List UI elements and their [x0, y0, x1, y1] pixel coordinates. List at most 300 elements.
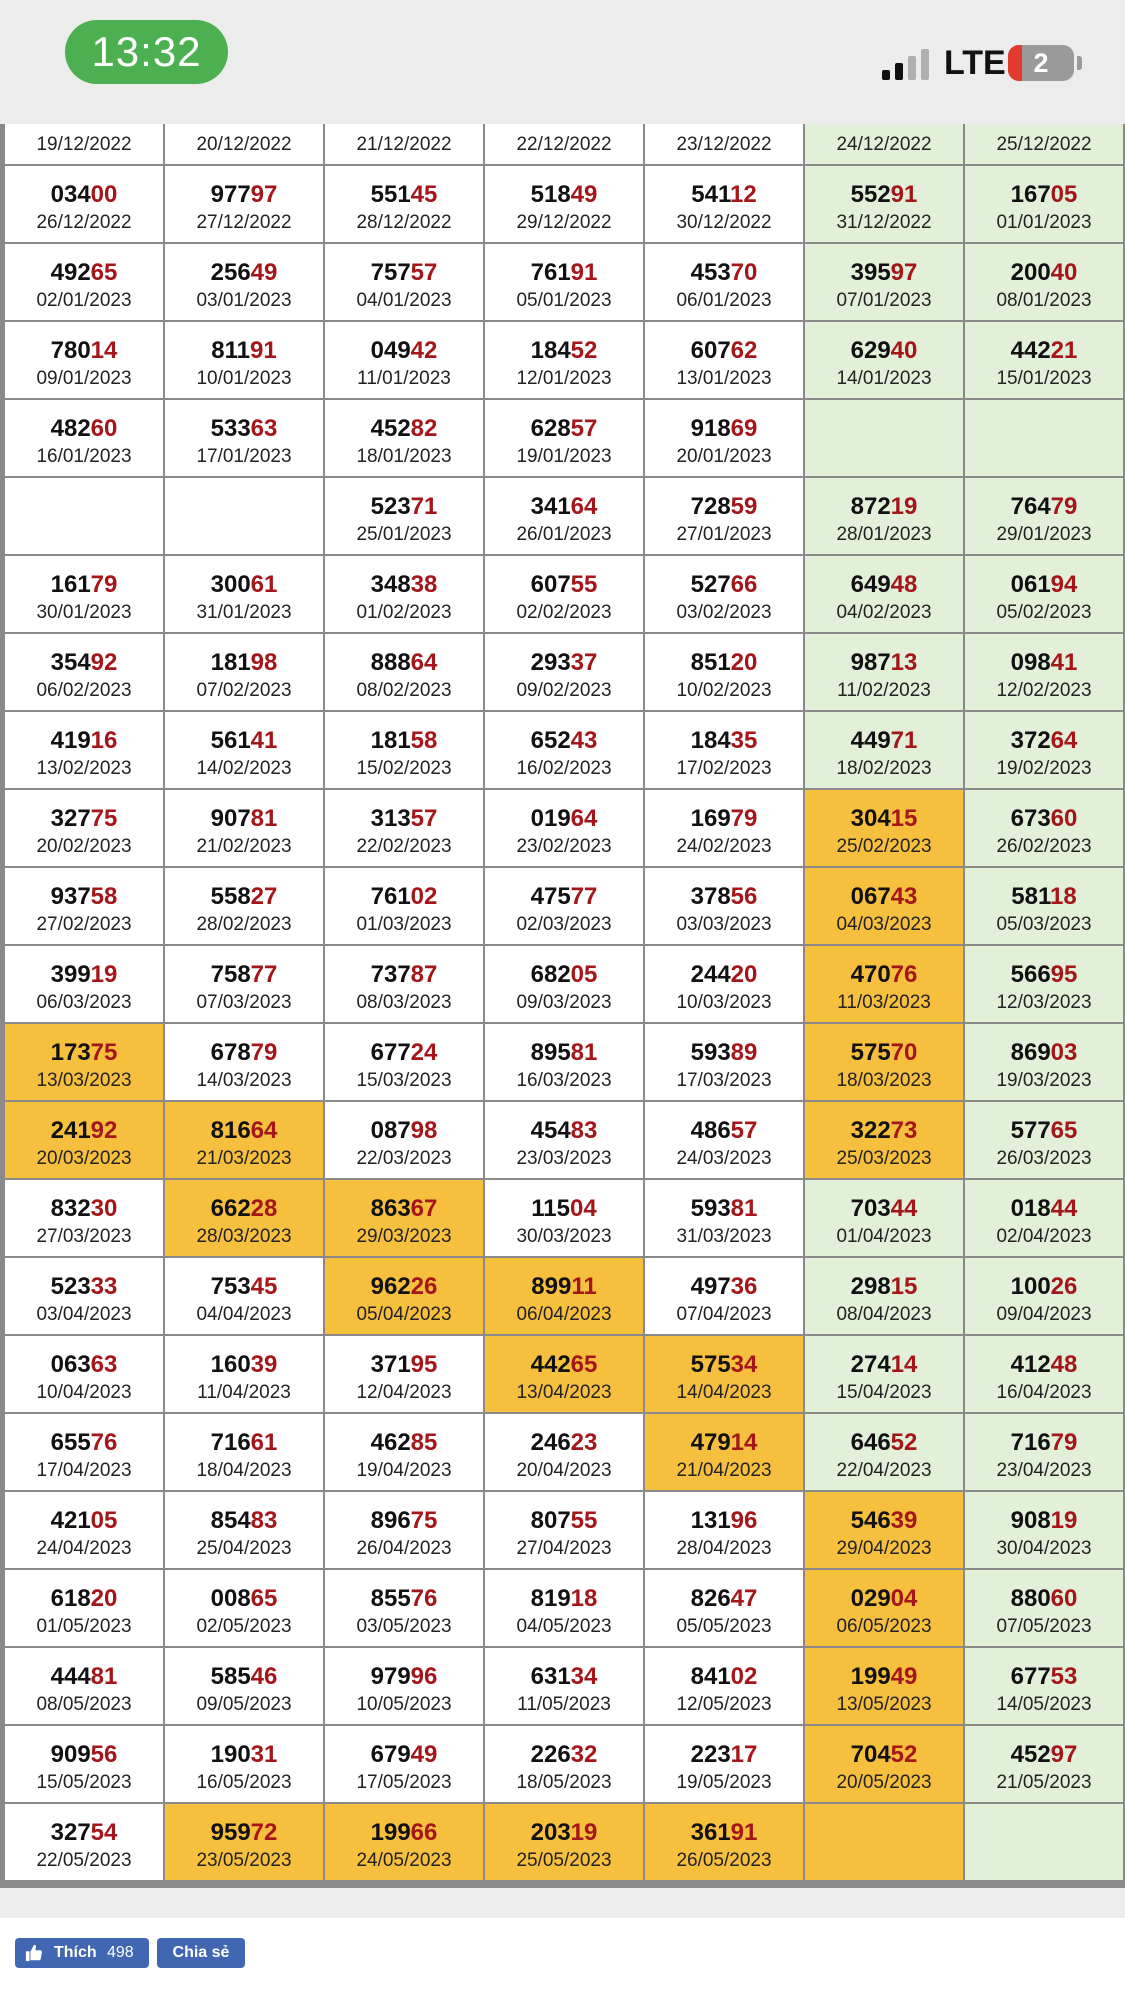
- result-cell: [165, 712, 323, 788]
- result-number: [805, 124, 963, 132]
- result-number-suffix: 81: [730, 1195, 758, 1222]
- result-number: [325, 166, 483, 210]
- result-number-prefix: 313: [370, 805, 411, 832]
- result-cell: [5, 1024, 163, 1100]
- result-date: 25/02/2023: [836, 836, 932, 857]
- result-number-prefix: 200: [1010, 259, 1051, 286]
- result-number: [5, 1492, 163, 1536]
- result-date: 28/01/2023: [836, 524, 932, 545]
- result-number-prefix: 462: [370, 1429, 411, 1456]
- result-number-suffix: 19: [570, 1819, 598, 1846]
- result-number: [165, 1492, 323, 1536]
- result-cell: [805, 1648, 963, 1724]
- result-number: [325, 1180, 483, 1224]
- result-date: 26/03/2023: [996, 1148, 1092, 1169]
- result-date: 12/02/2023: [996, 680, 1092, 701]
- result-number-suffix: 79: [250, 1039, 278, 1066]
- result-number-prefix: 566: [1010, 961, 1051, 988]
- result-cell: [325, 1414, 483, 1490]
- result-date: 30/03/2023: [516, 1226, 612, 1247]
- result-cell: [325, 1102, 483, 1178]
- result-number-prefix: 029: [850, 1585, 891, 1612]
- result-number-suffix: 97: [1050, 1741, 1078, 1768]
- result-number-prefix: 454: [530, 1117, 571, 1144]
- result-date: 19/02/2023: [996, 758, 1092, 779]
- result-number-prefix: 419: [50, 727, 91, 754]
- result-number-prefix: 816: [210, 1117, 251, 1144]
- result-cell: [5, 1258, 163, 1334]
- result-date: 31/03/2023: [676, 1226, 772, 1247]
- result-cell: [965, 556, 1123, 632]
- result-number: [485, 556, 643, 600]
- result-date: 14/04/2023: [676, 1382, 772, 1403]
- result-cell: [165, 322, 323, 398]
- results-grid: [5, 124, 1123, 1880]
- result-number-prefix: 677: [370, 1039, 411, 1066]
- result-date: 22/05/2023: [36, 1850, 132, 1871]
- result-cell: [645, 1258, 803, 1334]
- result-number: [645, 478, 803, 522]
- result-number-prefix: 226: [530, 1741, 571, 1768]
- result-number-prefix: 631: [530, 1663, 571, 1690]
- status-bar: [0, 0, 1125, 124]
- signal-icon: [882, 48, 934, 80]
- result-number-prefix: 061: [1010, 571, 1051, 598]
- result-number-prefix: 173: [50, 1039, 91, 1066]
- clock-pill[interactable]: 13:32: [65, 20, 228, 84]
- result-cell: [5, 478, 163, 554]
- result-number-suffix: 95: [410, 1351, 438, 1378]
- result-number-prefix: 371: [370, 1351, 411, 1378]
- result-cell: [805, 400, 963, 476]
- result-cell: [485, 1258, 643, 1334]
- result-date: 25/04/2023: [196, 1538, 292, 1559]
- result-number-prefix: 492: [50, 259, 91, 286]
- result-cell: [645, 1180, 803, 1256]
- result-number: [165, 712, 323, 756]
- result-cell: [965, 478, 1123, 554]
- result-number: [5, 634, 163, 678]
- result-date: 11/04/2023: [197, 1382, 291, 1403]
- result-number-prefix: 909: [50, 1741, 91, 1768]
- result-number-prefix: 593: [690, 1195, 731, 1222]
- result-number-prefix: 475: [530, 883, 571, 910]
- result-number-suffix: 02: [410, 883, 438, 910]
- result-number: [645, 244, 803, 288]
- result-number-prefix: 184: [530, 337, 571, 364]
- result-date: 15/04/2023: [836, 1382, 932, 1403]
- result-number: [805, 946, 963, 990]
- result-cell: [805, 1180, 963, 1256]
- result-number-suffix: 31: [250, 1741, 278, 1768]
- result-number-prefix: 895: [530, 1039, 571, 1066]
- result-number-prefix: 575: [850, 1039, 891, 1066]
- result-date: 26/02/2023: [996, 836, 1092, 857]
- result-number-prefix: 753: [210, 1273, 251, 1300]
- result-cell: [805, 868, 963, 944]
- result-number-prefix: 551: [370, 181, 411, 208]
- result-cell: [805, 124, 963, 164]
- result-cell: [5, 1414, 163, 1490]
- result-cell: [805, 166, 963, 242]
- result-number-prefix: 649: [850, 571, 891, 598]
- thumbs-up-icon: [25, 1944, 43, 1962]
- result-number-suffix: 81: [570, 1039, 598, 1066]
- result-number-suffix: 57: [730, 1117, 758, 1144]
- result-cell: [485, 634, 643, 710]
- result-cell: [325, 1258, 483, 1334]
- result-date: 27/01/2023: [676, 524, 772, 545]
- result-number: [5, 1336, 163, 1380]
- result-cell: [485, 1102, 643, 1178]
- result-cell: [325, 478, 483, 554]
- result-date: 12/03/2023: [996, 992, 1092, 1013]
- result-number: [165, 634, 323, 678]
- result-number-suffix: 73: [890, 1117, 918, 1144]
- result-date: 11/02/2023: [837, 680, 931, 701]
- result-number: [805, 244, 963, 288]
- result-date: 23/03/2023: [516, 1148, 612, 1169]
- result-number-prefix: 199: [370, 1819, 411, 1846]
- result-number: [485, 1336, 643, 1380]
- result-number-prefix: 497: [690, 1273, 731, 1300]
- result-date: 16/03/2023: [516, 1070, 612, 1091]
- result-date: 25/12/2022: [996, 134, 1092, 155]
- result-number-suffix: 19: [1050, 1507, 1078, 1534]
- result-number-suffix: 48: [890, 571, 918, 598]
- result-number: [645, 1336, 803, 1380]
- result-number: [805, 634, 963, 678]
- result-date: 26/05/2023: [676, 1850, 772, 1871]
- result-number-suffix: 33: [90, 1273, 118, 1300]
- result-cell: [5, 124, 163, 164]
- result-number-prefix: 581: [1011, 883, 1050, 910]
- result-number-prefix: 899: [531, 1273, 572, 1300]
- result-number: [965, 1180, 1123, 1224]
- result-cell: [325, 166, 483, 242]
- result-cell: [325, 400, 483, 476]
- result-cell: [165, 946, 323, 1022]
- result-cell: [5, 244, 163, 320]
- result-cell: [645, 1570, 803, 1646]
- result-number-suffix: 15: [890, 805, 918, 832]
- result-date: 08/03/2023: [356, 992, 452, 1013]
- result-number: [645, 1492, 803, 1536]
- result-number: [965, 1492, 1123, 1536]
- result-number-prefix: 348: [370, 571, 411, 598]
- result-number-suffix: 64: [1050, 727, 1078, 754]
- result-date: 22/12/2022: [516, 134, 612, 155]
- result-cell: [165, 1726, 323, 1802]
- result-number: [5, 1180, 163, 1224]
- result-number-prefix: 527: [690, 571, 731, 598]
- result-number-suffix: 85: [410, 1429, 438, 1456]
- result-number-suffix: 75: [410, 1507, 438, 1534]
- result-number: [645, 1804, 803, 1848]
- result-date: 07/01/2023: [836, 290, 932, 311]
- result-date: 22/02/2023: [356, 836, 452, 857]
- result-number-prefix: 896: [370, 1507, 411, 1534]
- result-number: [645, 322, 803, 366]
- result-number: [485, 1570, 643, 1614]
- result-number-suffix: 69: [730, 415, 758, 442]
- result-date: 02/03/2023: [516, 914, 612, 935]
- result-number: [325, 1648, 483, 1692]
- result-number-prefix: 607: [530, 571, 571, 598]
- result-date: 09/05/2023: [196, 1694, 292, 1715]
- result-number-suffix: 57: [410, 805, 438, 832]
- result-cell: [645, 478, 803, 554]
- result-cell: [485, 322, 643, 398]
- result-number-suffix: 76: [410, 1585, 438, 1612]
- result-date: 08/02/2023: [356, 680, 452, 701]
- result-number-prefix: 190: [210, 1741, 251, 1768]
- result-number: [325, 634, 483, 678]
- result-date: 23/04/2023: [996, 1460, 1092, 1481]
- result-number-prefix: 444: [50, 1663, 91, 1690]
- result-number-prefix: 449: [850, 727, 891, 754]
- result-date: 18/01/2023: [356, 446, 452, 467]
- result-number: [485, 166, 643, 210]
- result-number: [5, 868, 163, 912]
- result-number: [165, 1336, 323, 1380]
- result-date: 16/04/2023: [996, 1382, 1092, 1403]
- result-cell: [485, 1414, 643, 1490]
- result-number: [165, 946, 323, 990]
- result-cell: [165, 1180, 323, 1256]
- result-cell: [5, 1804, 163, 1880]
- result-number-prefix: 018: [1010, 1195, 1051, 1222]
- result-number-suffix: 04: [890, 1585, 918, 1612]
- result-number: [5, 1258, 163, 1302]
- result-cell: [325, 1648, 483, 1724]
- result-number: [485, 712, 643, 756]
- result-number: [805, 1648, 963, 1692]
- result-number-suffix: 39: [250, 1351, 278, 1378]
- result-date: 19/12/2022: [36, 134, 132, 155]
- result-date: 19/05/2023: [676, 1772, 772, 1793]
- result-number-suffix: 64: [250, 1117, 278, 1144]
- result-number: [645, 790, 803, 834]
- result-number: [485, 790, 643, 834]
- result-date: 31/12/2022: [836, 212, 932, 233]
- result-cell: [645, 1648, 803, 1724]
- result-date: 04/03/2023: [836, 914, 932, 935]
- result-number: [485, 634, 643, 678]
- result-date: 06/01/2023: [676, 290, 772, 311]
- result-date: 20/04/2023: [516, 1460, 612, 1481]
- result-date: 15/02/2023: [356, 758, 452, 779]
- result-number-suffix: 97: [890, 259, 918, 286]
- result-number-suffix: 64: [570, 805, 598, 832]
- result-number-suffix: 79: [1050, 493, 1078, 520]
- result-cell: [165, 400, 323, 476]
- result-cell: [165, 1570, 323, 1646]
- result-cell: [645, 712, 803, 788]
- facebook-share-button[interactable]: Chia sẻ: [157, 1938, 245, 1968]
- result-number-prefix: 067: [850, 883, 891, 910]
- result-date: 05/04/2023: [356, 1304, 452, 1325]
- result-cell: [805, 244, 963, 320]
- result-cell: [805, 712, 963, 788]
- result-date: 02/01/2023: [36, 290, 132, 311]
- result-number: [485, 1492, 643, 1536]
- result-number-suffix: 76: [890, 961, 918, 988]
- result-number-prefix: 203: [530, 1819, 571, 1846]
- result-cell: [805, 1024, 963, 1100]
- result-number-prefix: 937: [50, 883, 91, 910]
- result-cell: [965, 1024, 1123, 1100]
- result-cell: [645, 1726, 803, 1802]
- result-number-prefix: 575: [690, 1351, 731, 1378]
- result-cell: [5, 634, 163, 710]
- result-cell: [485, 166, 643, 242]
- result-number-prefix: 256: [210, 259, 251, 286]
- result-cell: [5, 868, 163, 944]
- result-cell: [645, 1336, 803, 1412]
- result-cell: [325, 1804, 483, 1880]
- result-number-prefix: 049: [370, 337, 411, 364]
- result-number-prefix: 682: [530, 961, 571, 988]
- result-number: [645, 946, 803, 990]
- result-cell: [805, 1102, 963, 1178]
- result-number: [965, 634, 1123, 678]
- result-number: [5, 1726, 163, 1770]
- result-number-prefix: 378: [690, 883, 731, 910]
- result-number: [165, 1570, 323, 1614]
- result-date: 18/04/2023: [196, 1460, 292, 1481]
- result-number-prefix: 832: [50, 1195, 91, 1222]
- result-date: 17/01/2023: [196, 446, 292, 467]
- result-cell: [485, 1336, 643, 1412]
- result-number-suffix: 76: [90, 1429, 118, 1456]
- result-number: [5, 712, 163, 756]
- result-number: [325, 322, 483, 366]
- result-number-suffix: 05: [570, 961, 598, 988]
- result-date: 13/01/2023: [676, 368, 772, 389]
- result-date: 13/02/2023: [36, 758, 132, 779]
- result-number-suffix: 26: [1050, 1273, 1078, 1300]
- result-number-prefix: 737: [370, 961, 411, 988]
- result-date: 09/03/2023: [516, 992, 612, 1013]
- result-date: 04/04/2023: [196, 1304, 292, 1325]
- result-number-prefix: 716: [210, 1429, 251, 1456]
- result-number-suffix: 21: [1050, 337, 1078, 364]
- result-number-prefix: 199: [850, 1663, 891, 1690]
- result-cell: [805, 1570, 963, 1646]
- result-number-prefix: 863: [370, 1195, 411, 1222]
- result-cell: [965, 1570, 1123, 1646]
- result-number-prefix: 807: [530, 1507, 571, 1534]
- result-date: 04/01/2023: [356, 290, 452, 311]
- result-date: 20/03/2023: [36, 1148, 132, 1169]
- result-number-prefix: 908: [1010, 1507, 1051, 1534]
- result-number-suffix: 96: [410, 1663, 438, 1690]
- result-cell: [805, 790, 963, 866]
- result-number-prefix: 442: [1010, 337, 1051, 364]
- result-date: 03/05/2023: [356, 1616, 452, 1637]
- result-number: [325, 124, 483, 132]
- result-date: 23/12/2022: [676, 134, 772, 155]
- result-number-prefix: 819: [530, 1585, 571, 1612]
- result-number-prefix: 888: [370, 649, 411, 676]
- result-date: 01/05/2023: [36, 1616, 132, 1637]
- result-cell: [165, 868, 323, 944]
- result-number: [165, 244, 323, 288]
- result-number: [965, 244, 1123, 288]
- result-date: 15/01/2023: [996, 368, 1092, 389]
- result-cell: [485, 1024, 643, 1100]
- result-date: 03/01/2023: [196, 290, 292, 311]
- result-cell: [645, 556, 803, 632]
- result-date: 22/03/2023: [356, 1148, 452, 1169]
- battery-terminal: [1077, 56, 1082, 70]
- result-number: [5, 946, 163, 990]
- result-number-prefix: 728: [690, 493, 731, 520]
- result-cell: [965, 1102, 1123, 1178]
- result-date: 28/04/2023: [676, 1538, 772, 1559]
- result-number: [965, 1414, 1123, 1458]
- result-number-prefix: 780: [50, 337, 91, 364]
- result-number: [5, 124, 163, 132]
- result-number-prefix: 679: [370, 1741, 411, 1768]
- result-cell: [165, 1024, 323, 1100]
- result-date: 17/03/2023: [676, 1070, 772, 1091]
- result-number-suffix: 49: [410, 1741, 438, 1768]
- result-number: [805, 556, 963, 600]
- result-cell: [5, 166, 163, 242]
- result-number-prefix: 322: [850, 1117, 891, 1144]
- result-number-suffix: 18: [570, 1585, 598, 1612]
- result-number: [805, 1414, 963, 1458]
- result-number: [645, 1570, 803, 1614]
- result-number-suffix: 82: [410, 415, 438, 442]
- result-cell: [325, 1492, 483, 1568]
- result-number: [645, 556, 803, 600]
- result-number-suffix: 00: [90, 181, 118, 208]
- result-number: [485, 1258, 643, 1302]
- result-number: [165, 1024, 323, 1068]
- result-date: 26/01/2023: [516, 524, 612, 545]
- result-date: 25/05/2023: [516, 1850, 612, 1871]
- result-cell: [5, 400, 163, 476]
- result-cell: [645, 1492, 803, 1568]
- result-date: 11/01/2023: [357, 368, 451, 389]
- results-table[interactable]: [0, 124, 1125, 1888]
- result-number-suffix: 65: [250, 1585, 278, 1612]
- result-number-suffix: 60: [90, 415, 118, 442]
- result-number-suffix: 67: [410, 1195, 438, 1222]
- result-number: [325, 1024, 483, 1068]
- result-date: 27/03/2023: [36, 1226, 132, 1247]
- facebook-like-button[interactable]: [15, 1938, 149, 1968]
- result-date: 01/02/2023: [356, 602, 452, 623]
- result-number: [645, 124, 803, 132]
- result-number: [645, 166, 803, 210]
- result-number-suffix: 61: [250, 1429, 278, 1456]
- result-date: 02/02/2023: [516, 602, 612, 623]
- result-number: [5, 166, 163, 210]
- result-number-suffix: 28: [250, 1195, 278, 1222]
- result-number-suffix: 27: [250, 883, 278, 910]
- result-date: 19/01/2023: [516, 446, 612, 467]
- result-number-prefix: 758: [210, 961, 251, 988]
- result-number: [5, 1024, 163, 1068]
- result-number-prefix: 907: [210, 805, 251, 832]
- result-cell: [485, 124, 643, 164]
- result-date: 01/01/2023: [996, 212, 1092, 233]
- result-date: 21/03/2023: [196, 1148, 292, 1169]
